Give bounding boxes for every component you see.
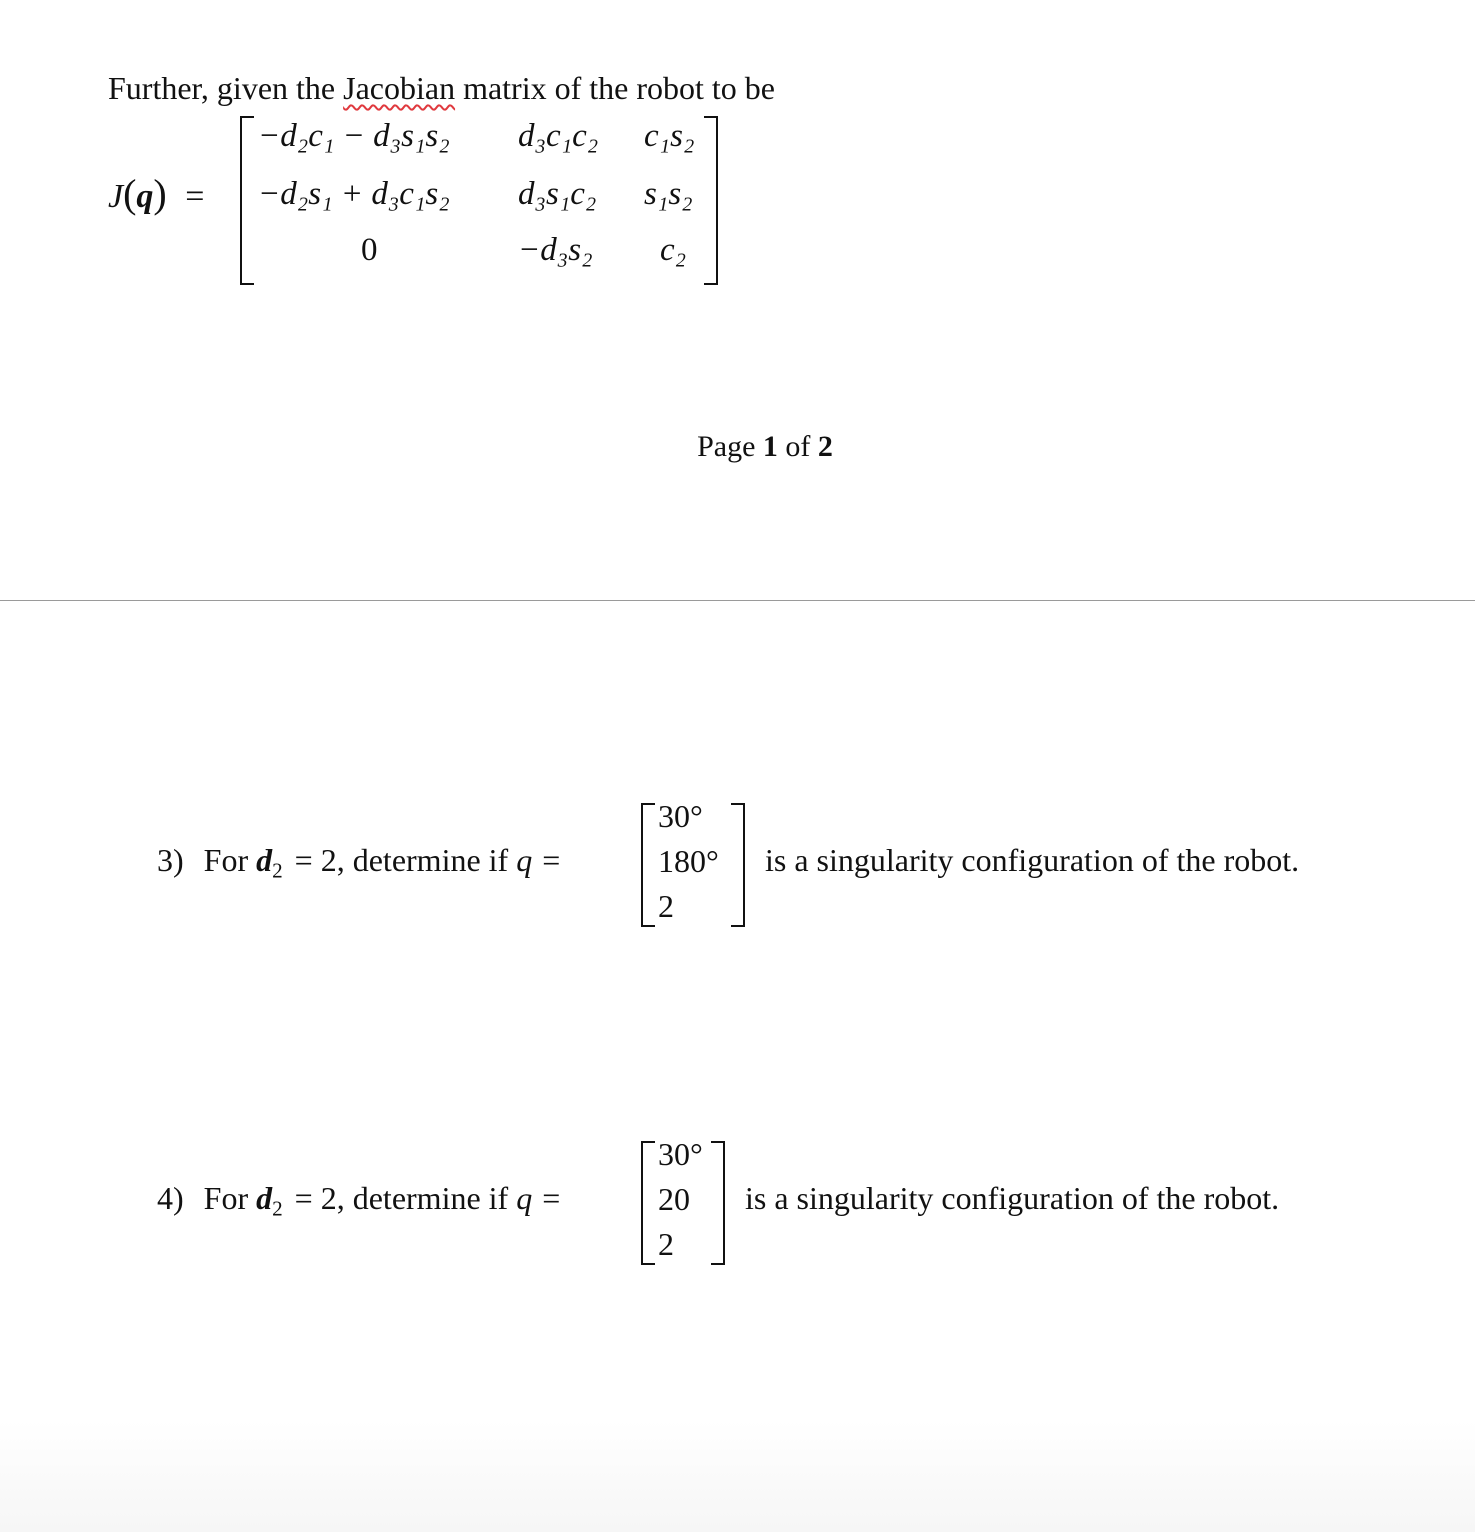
question-q: q: [516, 842, 533, 878]
matrix-cell: 0: [361, 232, 378, 268]
question-variable: d: [256, 1180, 273, 1216]
question-condition: = 2, determine if: [294, 842, 517, 878]
matrix-right-bracket: [704, 116, 718, 285]
question-equals: =: [542, 842, 561, 878]
matrix-cell: s₁s₂: [644, 176, 693, 212]
intro-text: [108, 70, 775, 107]
question-subscript: 2: [272, 1196, 283, 1221]
question-4-text: [157, 1180, 570, 1221]
question-lead: For: [203, 1180, 257, 1216]
matrix-cell: −d₂c₁ − d₃s₁s₂: [258, 118, 450, 154]
vector-left-bracket: [641, 803, 655, 927]
question-equals: =: [542, 1180, 561, 1216]
question-3-tail: is a singularity configuration of the robot.: [765, 842, 1300, 878]
jacobian-equals: =: [185, 178, 205, 215]
vector-entry: 30°: [658, 1136, 703, 1172]
page-2-area: [0, 601, 1475, 1532]
page-total: 2: [817, 430, 833, 463]
question-3-text: [157, 842, 570, 883]
page-of: of: [777, 430, 818, 463]
spellcheck-word[interactable]: Jacobian: [343, 70, 456, 106]
question-number: 4): [157, 1180, 184, 1216]
jacobian-label: J(q) =: [108, 171, 205, 216]
question-variable: d: [256, 842, 273, 878]
vector-entry: 30°: [658, 798, 703, 834]
question-lead: For: [203, 842, 257, 878]
vector-entry: 2: [658, 888, 674, 924]
matrix-cell: −d₃s₂: [518, 232, 593, 268]
vector-right-bracket: [731, 803, 745, 927]
vector-right-bracket: [711, 1141, 725, 1265]
matrix-cell: c₂: [660, 232, 687, 268]
question-condition: = 2, determine if: [294, 1180, 517, 1216]
matrix-left-bracket: [240, 116, 254, 285]
matrix-cell: d₃c₁c₂: [518, 118, 599, 154]
question-number: 3): [157, 842, 184, 878]
vector-entry: 180°: [658, 843, 719, 879]
matrix-cell: d₃s₁c₂: [518, 176, 597, 212]
intro-before: Further, given the: [108, 70, 344, 106]
question-subscript: 2: [272, 858, 283, 883]
vector-left-bracket: [641, 1141, 655, 1265]
page-current: 1: [762, 430, 778, 463]
question-4-tail: is a singularity configuration of the robot.: [745, 1180, 1280, 1216]
vector-entry: 2: [658, 1226, 674, 1262]
page-footer: [0, 430, 1475, 464]
intro-after: matrix of the robot to be: [455, 70, 775, 106]
vector-entry: 20: [658, 1181, 690, 1217]
matrix-cell: −d₂s₁ + d₃c₁s₂: [258, 176, 450, 212]
question-q: q: [516, 1180, 533, 1216]
matrix-cell: c₁s₂: [644, 118, 695, 154]
jacobian-symbol: J: [108, 178, 124, 215]
jacobian-argument: q: [136, 178, 154, 215]
page-prefix: Page: [697, 430, 763, 463]
